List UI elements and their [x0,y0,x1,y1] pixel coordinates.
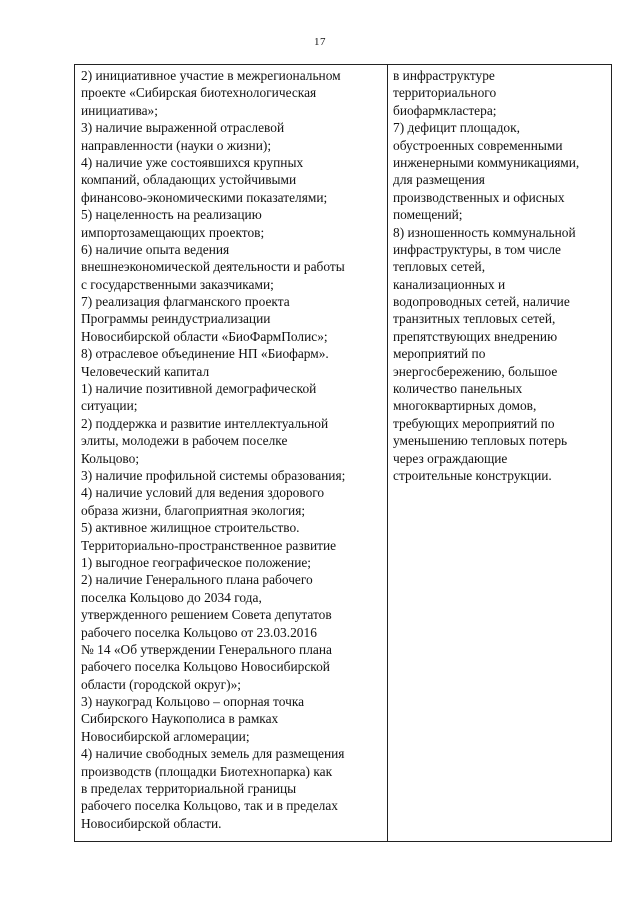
left-column-line: Территориально-пространственное развитие [81,537,337,553]
right-column-line: для размещения [393,172,485,188]
right-column-line: количество панельных [393,381,523,397]
left-column-line: 2) инициативное участие в межрегиональном [81,68,341,83]
left-column-line: образа жизни, благоприятная экология; [81,502,306,518]
left-column-line: рабочего поселка Кольцово от 23.03.2016 [81,624,317,640]
left-column-line: направленности (науки о жизни); [81,137,272,153]
left-column-line: 2) поддержка и развитие интеллектуальной [81,415,329,431]
left-column-line: ситуации; [81,398,138,414]
left-column-line: Сибирского Наукополиса в рамках [81,711,279,727]
left-column-line: рабочего поселка Кольцово, так и в пределах [81,798,338,814]
left-column-line: 3) наличие выраженной отраслевой [81,120,285,136]
left-column-line: 4) наличие условий для ведения здорового [81,485,325,501]
left-column-line: 5) активное жилищное строительство. [81,520,300,536]
right-column-line: требующих мероприятий по [393,415,555,431]
right-column-line: территориального [393,85,497,101]
left-column-line: 5) нацеленность на реализацию [81,207,262,223]
right-column-line: препятствующих внедрению [393,328,558,344]
left-column-line: 6) наличие опыта ведения [81,241,230,257]
left-column-line: Новосибирской области. [81,815,222,831]
left-column-line: 7) реализация флагманского проекта [81,294,290,310]
left-column-line: Кольцово; [81,450,140,466]
right-column-line: водопроводных сетей, наличие [393,294,570,310]
left-column [75,65,388,841]
right-column-line: мероприятий по [393,346,486,362]
left-column-line: инициатива»; [81,102,158,118]
right-column-line: биофармкластера; [393,102,497,118]
left-column-line: в пределах территориальной границы [81,781,297,797]
left-column-line: поселка Кольцово до 2034 года, [81,589,262,605]
right-column-line: 7) дефицит площадок, [393,120,520,136]
page-number: 17 [314,36,326,48]
right-column-line: через ограждающие [393,450,508,466]
right-column-line: помещений; [393,207,463,223]
left-column-line: рабочего поселка Кольцово Новосибирской [81,659,330,675]
left-column-line: элиты, молодежи в рабочем поселке [81,433,288,449]
right-column-line: уменьшению тепловых потерь [393,433,568,449]
right-column-line: тепловых сетей, [393,259,486,275]
left-column-line: проекте «Сибирская биотехнологическая [81,85,317,101]
right-column-line: канализационных и [393,276,506,292]
left-column-line: производств (площадки Биотехнопарка) как [81,763,333,779]
right-column-line: инфраструктуры, в том числе [393,241,561,257]
document-table [74,64,612,842]
left-column-line: с государственными заказчиками; [81,276,274,292]
left-column-line: импортозамещающих проектов; [81,224,265,240]
left-column-line: 3) наличие профильной системы образования; [81,467,346,483]
right-column-line: обустроенных современными [393,137,563,153]
right-column-line: инженерными коммуникациями, [393,154,580,170]
right-column-line: производственных и офисных [393,189,565,205]
left-column-line: Программы реиндустриализации [81,311,271,327]
left-column-line: 1) наличие позитивной демографической [81,381,317,397]
right-column-line: транзитных тепловых сетей, [393,311,556,327]
left-column-line: № 14 «Об утверждении Генерального плана [81,641,332,657]
left-column-line: 2) наличие Генерального плана рабочего [81,572,313,588]
left-column-line: утвержденного решением Совета депутатов [81,607,332,623]
left-column-line: 8) отраслевое объединение НП «Биофарм». [81,346,329,362]
right-column-line: многоквартирных домов, [393,398,537,414]
left-column-line: 3) наукоград Кольцово – опорная точка [81,694,305,710]
left-column-line: 4) наличие свободных земель для размещения [81,746,345,762]
left-column-line: области (городской округ)»; [81,676,241,692]
right-column-line: в инфраструктуре [393,68,495,83]
left-column-line: компаний, обладающих устойчивыми [81,172,297,188]
left-column-line: Человеческий капитал [81,363,210,379]
right-column-line: энергосбережению, большое [393,363,558,379]
left-column-line: Новосибирской области «БиоФармПолис»; [81,328,328,344]
left-column-line: 4) наличие уже состоявшихся крупных [81,154,304,170]
left-column-line: Новосибирской агломерации; [81,728,250,744]
right-column-line: 8) изношенность коммунальной [393,224,576,240]
left-column-line: внешнеэкономической деятельности и работы [81,259,345,275]
right-column [388,65,611,841]
right-column-line: строительные конструкции. [393,467,552,483]
left-column-line: финансово-экономическими показателями; [81,189,328,205]
left-column-line: 1) выгодное географическое положение; [81,554,312,570]
